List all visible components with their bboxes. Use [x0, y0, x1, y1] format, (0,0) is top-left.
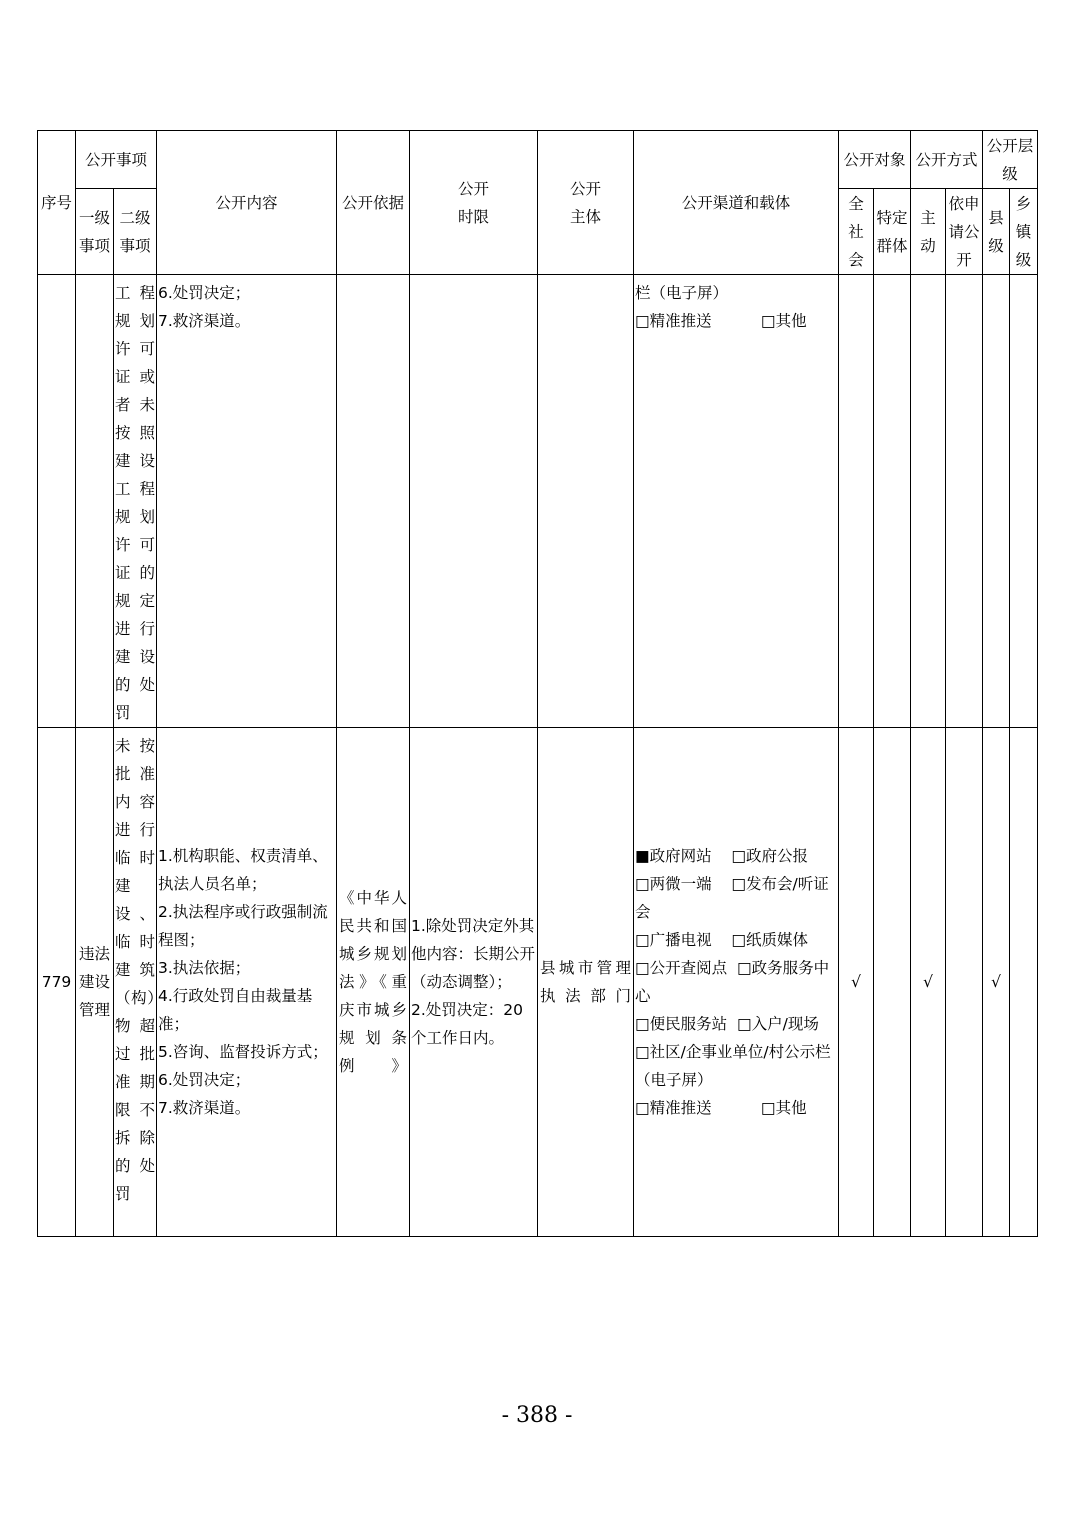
row-subject: 县城市管理执法部门 [538, 728, 634, 1237]
row-specific-group [874, 275, 911, 728]
row-level1 [76, 275, 114, 728]
header-on-request: 依申请公开 [946, 189, 983, 275]
header-township: 乡镇级 [1010, 189, 1038, 275]
header-seq: 序号 [38, 131, 76, 275]
header-all-society: 全社会 [839, 189, 874, 275]
row-seq: 779 [38, 728, 76, 1237]
row-all-society [839, 275, 874, 728]
row-channel: 栏（电子屏） □精准推送 □其他 [634, 275, 839, 728]
row-active: √ [911, 728, 946, 1237]
row-level2: 未按批准内容进行临时建设、临时建筑（构）物超过批准期限不拆除的处罚 [114, 728, 157, 1237]
header-target: 公开对象 [839, 131, 911, 189]
row-all-society: √ [839, 728, 874, 1237]
row-channel: ■政府网站 □政府公报 □两微一端 □发布会/听证会 □广播电视 □纸质媒体 □公开查阅点 □政务服务中心 □便民服务站 □入户/现场 □社区/企事业单位/村公示栏（电子屏） □精准推送 □其他 [634, 728, 839, 1237]
table-row [38, 728, 1038, 1237]
header-basis: 公开依据 [337, 131, 410, 275]
header-level2: 二级事项 [114, 189, 157, 275]
row-content: 1.机构职能、权责清单、执法人员名单； 2.执法程序或行政强制流程图； 3.执法依据； 4.行政处罚自由裁量基准； 5.咨询、监督投诉方式； 6.处罚决定； 7.救济渠道。 [157, 728, 337, 1237]
row-active [911, 275, 946, 728]
header-county: 县级 [983, 189, 1010, 275]
row-county: √ [983, 728, 1010, 1237]
row-township [1010, 728, 1038, 1237]
row-time-limit [410, 275, 538, 728]
row-on-request [946, 275, 983, 728]
header-items: 公开事项 [76, 131, 157, 189]
row-seq [38, 275, 76, 728]
disclosure-table [37, 130, 1038, 1237]
header-specific-group: 特定群体 [874, 189, 911, 275]
row-county [983, 275, 1010, 728]
header-level1: 一级事项 [76, 189, 114, 275]
header-time-limit: 公开时限 [410, 131, 538, 275]
row-level2: 工程规划许可证或者未按照建设工程规划许可证的规定进行建设的处罚 [114, 275, 157, 728]
row-basis [337, 275, 410, 728]
page-number: - 388 - [501, 1403, 573, 1428]
row-specific-group [874, 728, 911, 1237]
row-time-limit: 1.除处罚决定外其他内容：长期公开（动态调整）； 2.处罚决定：20个工作日内。 [410, 728, 538, 1237]
header-channel: 公开渠道和载体 [634, 131, 839, 275]
row-township [1010, 275, 1038, 728]
header-subject: 公开主体 [538, 131, 634, 275]
row-subject [538, 275, 634, 728]
header-content: 公开内容 [157, 131, 337, 275]
row-level1: 违法建设管理 [76, 728, 114, 1237]
header-active: 主动 [911, 189, 946, 275]
row-on-request [946, 728, 983, 1237]
header-method: 公开方式 [911, 131, 983, 189]
row-basis: 《中华人民共和国城乡规划法》《重庆市城乡规划条例》 [337, 728, 410, 1237]
header-level: 公开层级 [983, 131, 1038, 189]
row-content: 6.处罚决定； 7.救济渠道。 [157, 275, 337, 728]
table-row [38, 275, 1038, 728]
